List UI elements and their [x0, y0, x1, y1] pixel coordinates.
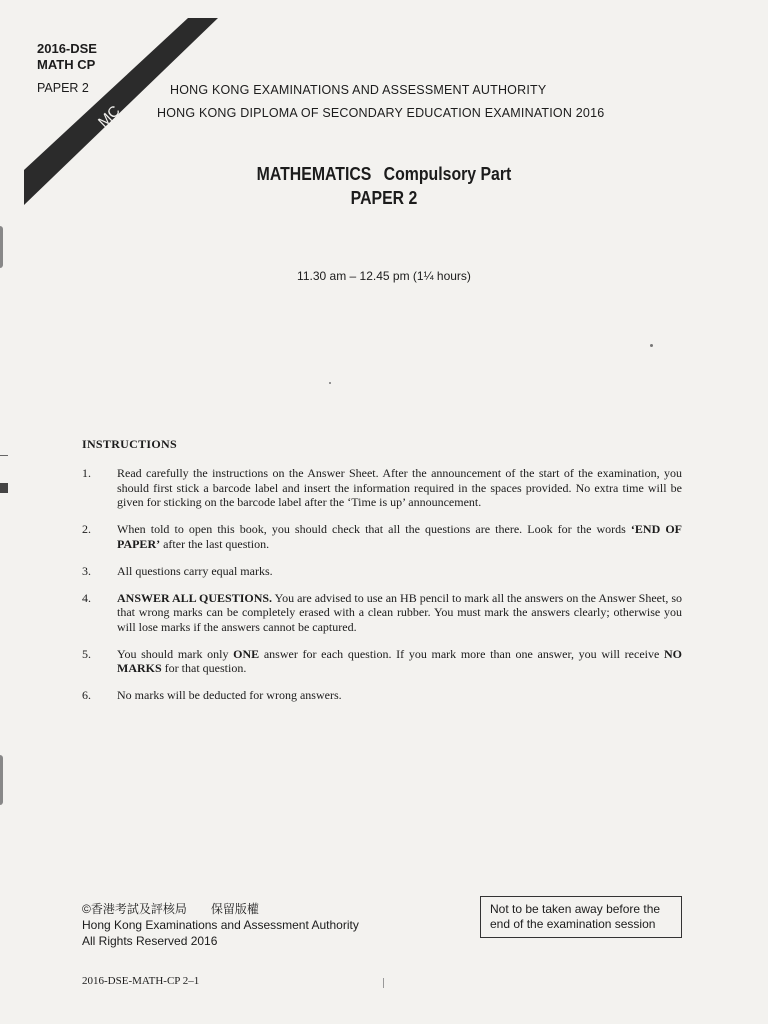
instruction-text-part: answer for each question. If you mark more than one answer, you will receive [259, 646, 664, 661]
scan-speck [650, 344, 653, 347]
instruction-emphasis: ANSWER ALL QUESTIONS. [117, 590, 273, 605]
instruction-text-part: You are advised to use an HB pencil to mark all the answers on the Answer Sheet, so that wrong marks can be completely erased with a clean rubber. You must mark the answers clearly; otherwise you will lose marks if the answers cannot be captured. [117, 590, 682, 634]
instruction-text-part: You should mark only [117, 646, 234, 661]
instruction-text-part: When told to open this book, you should check that all the questions are there. Look for the words [117, 522, 631, 536]
instruction-emphasis: ONE [233, 646, 260, 661]
take-away-notice-box [480, 896, 682, 938]
binder-mark [0, 226, 3, 268]
instruction-number: 2. [82, 522, 91, 536]
copyright-english: Hong Kong Examinations and Assessment Authority [82, 918, 359, 932]
instruction-number: 4. [82, 590, 91, 605]
exam-subject-title [46, 164, 722, 185]
instruction-number: 6. [82, 688, 91, 702]
instruction-item [82, 522, 682, 551]
instructions-list [82, 466, 682, 715]
instruction-text [117, 647, 682, 676]
instruction-text-part: after the last question. [160, 536, 270, 551]
subject-name: MATHEMATICS [256, 164, 372, 184]
copyright-block [82, 901, 359, 949]
authority-line: HONG KONG EXAMINATIONS AND ASSESSMENT AUTHORITY [170, 83, 547, 97]
instruction-text [117, 591, 682, 635]
instruction-text: All questions carry equal marks. [117, 563, 273, 578]
scan-speck [329, 382, 331, 384]
exam-time: 11.30 am – 12.45 pm (1¼ hours) [297, 269, 471, 283]
instruction-emphasis: NO MARKS [117, 646, 682, 675]
copyright-chinese-rights: 保留版權 [210, 902, 259, 916]
instruction-item [82, 688, 682, 703]
subject-part: Compulsory Part [383, 164, 512, 184]
instruction-item [82, 647, 682, 676]
binder-mark [0, 483, 8, 493]
instruction-text: No marks will be deducted for wrong answers. [117, 688, 342, 702]
paper-code-year: 2016-DSE [37, 41, 97, 56]
binder-mark [0, 455, 8, 456]
instruction-number: 3. [82, 563, 91, 578]
binder-mark [0, 755, 3, 805]
instructions-heading: INSTRUCTIONS [82, 437, 177, 451]
instruction-emphasis: ‘END OF PAPER’ [117, 522, 682, 551]
instruction-text: Read carefully the instructions on the Answer Sheet. After the announcement of the start of the examination, you should first stick a barcode label and insert the information required in the spaces provided. No extra time will be given for sticking on the barcode label after the ‘Time is up’ announcement. [117, 466, 682, 509]
paper-code-number: PAPER 2 [37, 81, 89, 95]
copyright-rights: All Rights Reserved 2016 [82, 934, 218, 948]
banner-label: MC [94, 102, 124, 131]
instruction-number: 5. [82, 646, 91, 661]
exam-name-line: HONG KONG DIPLOMA OF SECONDARY EDUCATION EXAMINATION 2016 [157, 106, 605, 120]
page-code-footer: 2016-DSE-MATH-CP 2–1 [82, 975, 200, 987]
paper-code-subject: MATH CP [37, 57, 96, 72]
instruction-item [82, 466, 682, 510]
notice-line: Not to be taken away before the [490, 902, 661, 916]
copyright-chinese: ©香港考試及評核局 [82, 902, 187, 916]
instruction-item [82, 591, 682, 635]
instruction-text-part: for that question. [161, 661, 247, 675]
instruction-text [117, 522, 682, 551]
instruction-number: 1. [82, 466, 91, 480]
copyright-chinese-line [82, 901, 359, 917]
paper-title: PAPER 2 [350, 188, 418, 208]
scan-speck [383, 978, 384, 988]
notice-line: end of the examination session [490, 917, 656, 931]
instruction-item [82, 564, 682, 579]
